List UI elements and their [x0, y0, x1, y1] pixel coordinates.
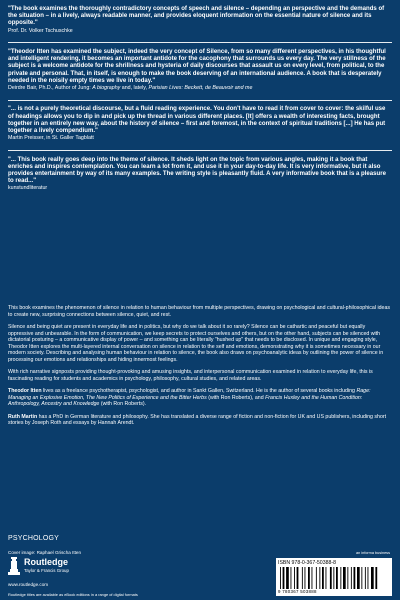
barcode-area: [276, 551, 392, 596]
barcode-bar: [297, 567, 299, 589]
informa-label: an informa business: [356, 551, 390, 555]
quote-text: "Theodor Itten has examined the subject, indeed the very concept of Silence, from so many different perspectives, in his thoughtful and intelligent rendering, it becomes an important antidote for the cacophony that surrounds us every day. The very stillness of the subject is a welcome antidote for the shrillness and hysteria of daily discourses that assault us on every level, from political, to the private and personal. That, in itself, is enough to make the book deserving of an international audience. A book that is desperately needed in the noisily empty times we live in today.": [8, 49, 386, 84]
attribution-prefix: Deirdre Bair, Ph.D., Author of Jung:: [8, 85, 93, 92]
description-paragraph: This book examines the phenomenon of silence in relation to human behaviour from multiple perspectives, drawing on psychological and cultural-philosophical ideas to create new, surprising connections between silence, quiet, and rest.: [8, 305, 391, 318]
barcode-bar: [322, 567, 324, 589]
barcode-bar: [347, 567, 348, 589]
barcode-bar: [330, 567, 332, 589]
barcode-bar: [343, 567, 346, 589]
barcode-bar: [312, 567, 313, 589]
book-title: Francis Huxley and the Human Condition: Anthropology, Ancestry and Knowledge: [8, 394, 363, 407]
description-paragraph: With rich narrative signposts providing thought-provoking and amusing insights, and interpersonal communication examined in relation to everyday life, this is fascinating reading for students and academics in psychology, philosophy, cultural studies, and related areas.: [8, 369, 373, 382]
barcode-bar: [302, 567, 303, 589]
endorsement-quote: [8, 49, 392, 92]
cover-image-credit: Cover image: Raphael Grischa Itten: [8, 550, 82, 555]
barcode-bar: [368, 567, 369, 589]
barcode-bar: [286, 567, 289, 589]
barcode-digits: 9 780367 503888: [278, 589, 317, 595]
barcode-bar: [291, 567, 292, 589]
attribution-work: Parisian Lives: Beckett, de Beauvoir and me: [148, 85, 253, 92]
barcode-bar: [357, 567, 360, 589]
endorsements: [8, 6, 392, 200]
endorsement-quote: [8, 6, 392, 34]
quote-text: "The book examines the thoroughly contradictory concepts of speech and silence – depending an perspective and the demands of the situation – in a lively, always readable manner, and provides eloquent information on the essential nature of silence and its opposite.": [8, 6, 385, 27]
publisher-name: Routledge: [24, 557, 68, 567]
barcode-bar: [316, 567, 317, 589]
barcode-bar: [371, 567, 374, 589]
translator-name: Ruth Martin: [8, 413, 38, 420]
book-description: [8, 305, 392, 433]
barcode-bar: [305, 567, 306, 589]
attribution-work: A biography: [92, 85, 121, 92]
isbn-number: ISBN 978-0-367-50388-8: [278, 559, 336, 566]
author-bio: [8, 388, 392, 408]
barcode-bar: [326, 567, 327, 589]
barcode-bar: [336, 567, 338, 589]
publisher-tagline: Taylor & Francis Group: [24, 568, 69, 573]
barcode-bar: [354, 567, 356, 589]
barcode-bar: [294, 567, 295, 589]
routledge-logo-icon: [8, 557, 20, 575]
endorsement-quote: [8, 157, 392, 192]
book-titles: Rage: Managing an Explosive Emotion, The New Politics of Experience and the Bitter Herbs: [8, 388, 371, 401]
barcode-bar: [351, 567, 352, 589]
barcode-bar: [340, 567, 341, 589]
quote-attribution: Martin Preisser, in St. Galler Tagblatt: [8, 135, 94, 142]
bio-text: has a PhD in German literature and philosophy. She has translated a diverse range of fiction and non-fiction for UK and US publishers, including short stories by Joseph Roth and essays by Hannah Arendt.: [8, 413, 387, 426]
barcode-bar: [280, 567, 281, 589]
quote-text: "... This book really goes deep into the theme of silence. It sheds light on the topic from various angles, making it a book that enriches and inspires contemplation. You can learn a lot from it, and use it in your day-to-day life. It is very informative, but it also provides entertainment by way of its many examples. The writing style is pleasantly fluid. A very informative book that is a pleasure to read...": [8, 156, 386, 185]
quote-attribution: kunstundliteratur: [8, 185, 48, 192]
bio-text: lives as a freelance psychotherapist, psychologist, and author in Sankt Gallen, Switzerland. He is the author of several books including: [41, 388, 357, 394]
attribution-middle: and, lately,: [120, 85, 149, 92]
barcode-bar: [365, 567, 366, 589]
quote-text: "... is not a purely theoretical discourse, but a fluid reading experience. You don't have to read it from cover to cover: the skilful use of headings allows you to dip in and pick up the thread in various different places. [It] offers a wealth of interesting facts, brought together in an entirely new way, about the history of silence – first and foremost, in the context of spiritual traditions [...] He has put together a lively compendium.": [8, 106, 386, 135]
publisher-website: www.routledge.com: [8, 582, 49, 587]
subject-category: PSYCHOLOGY: [8, 535, 60, 542]
barcode-bar: [308, 567, 310, 589]
barcode-bar: [319, 567, 320, 589]
quote-attribution: Prof. Dr. Volker Tschuschke: [8, 27, 73, 34]
barcode-bar: [333, 567, 334, 589]
ebook-note: Routledge titles are available as eBook editions in a range of digital formats: [8, 592, 138, 597]
bio-text: (with Ron Roberts), and: [206, 394, 266, 401]
bio-text: (with Ron Roberts).: [99, 401, 147, 407]
barcode: [278, 567, 390, 589]
endorsement-quote: [8, 106, 392, 141]
description-paragraph: Silence and being quiet are present in everyday life and in politics, but why do we talk about it so rarely? Silence can be cathartic and peaceful but equally oppressive and unbearable. In the form of communication, we keep secrets to protect ourselves and others, but on the other hand, subjects can be silenced with dictatorial posturing – a communicative display of power – and something can be literally "hushed up" that needs to be disclosed. In unique and engaging style, Theodor Itten explores the multi-layered internal conversation on silence in relation to the self and emotions, demonstrating why it is sometimes necessary in our modern society. Describing and analysing human behaviour in relation to silence, the book also draws on psychoanalytic ideas by outlining the power of silence in processing our emotions and relationships and hiding innermost feelings.: [8, 324, 384, 363]
divider: [8, 150, 392, 151]
translator-bio: [8, 414, 392, 427]
quote-attribution: [8, 85, 392, 92]
barcode-bar: [361, 567, 362, 589]
divider: [8, 100, 392, 101]
barcode-bar: [375, 567, 377, 589]
isbn-barcode-label: [276, 558, 392, 596]
barcode-bar: [283, 567, 285, 589]
divider: [8, 42, 392, 43]
author-name: Theodor Itten: [8, 388, 42, 394]
